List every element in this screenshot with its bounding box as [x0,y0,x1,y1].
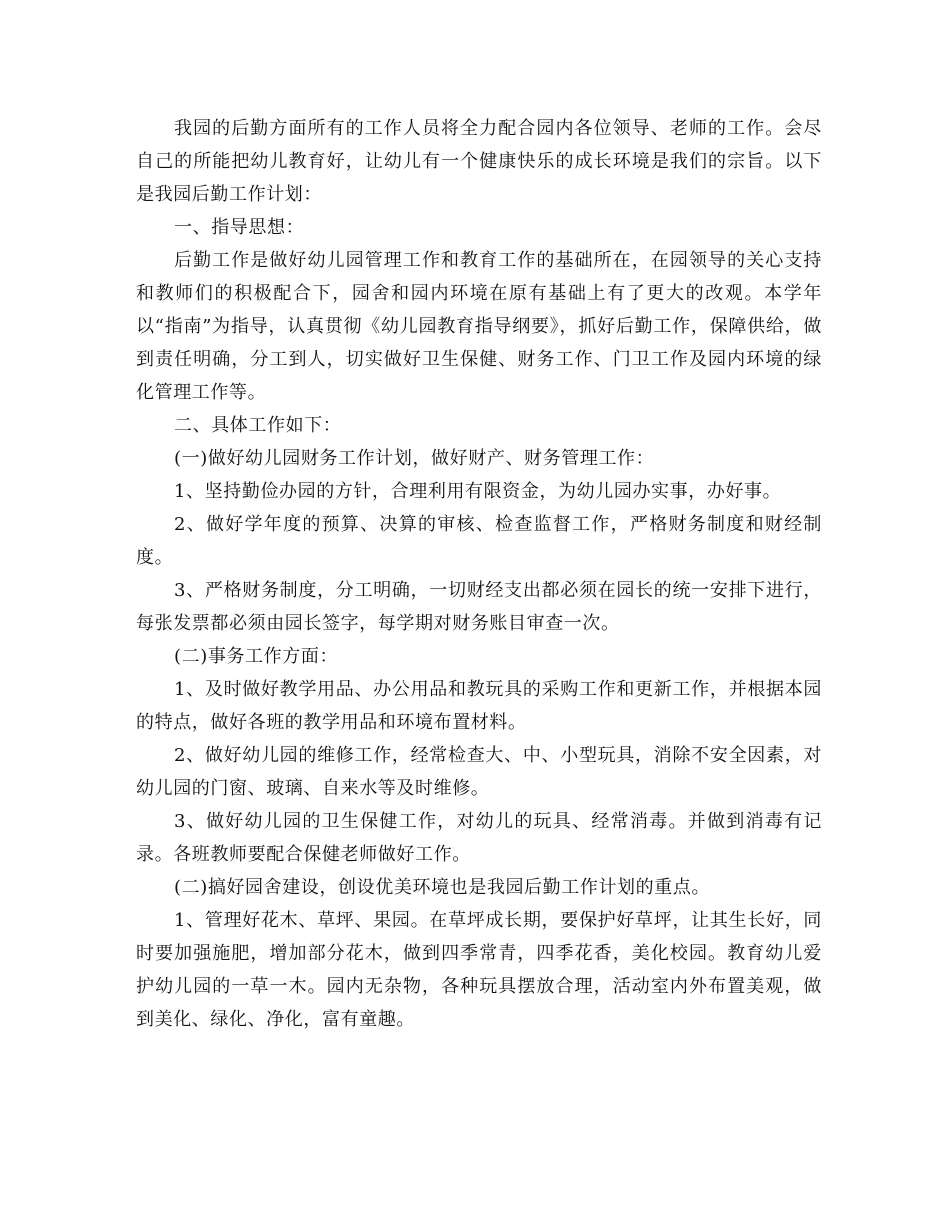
affairs-item-1: 1、及时做好教学用品、办公用品和教玩具的采购工作和更新工作，并根据本园的特点，做好各班的教学用品和环境布置材料。 [136,679,822,733]
finance-item-1: 1、坚持勤俭办园的方针，合理利用有限资金，为幼儿园办实事，办好事。 [174,481,782,502]
section-heading-specific-work: 二、具体工作如下： [174,415,342,436]
finance-item-2: 2、做好学年度的预算、决算的审核、检查监督工作，严格财务制度和财经制度。 [136,514,822,568]
subsection-heading-affairs: (二)事务工作方面： [174,646,339,667]
guiding-thought-paragraph: 后勤工作是做好幼儿园管理工作和教育工作的基础所在，在园领导的关心支持和教师们的积极配合下，园舍和园内环境在原有基础上有了更大的改观。本学年以“指南”为指导，认真贯彻《幼儿园教育指导纲要》，抓好后勤工作，保障供给，做到责任明确，分工到人，切实做好卫生保健、财务工作、门卫工作及园内环境的绿化管理工作等。 [136,250,822,403]
document-page [136,112,822,1036]
finance-item-3: 3、严格财务制度，分工明确，一切财经支出都必须在园长的统一安排下进行，每张发票都必须由园长签字，每学期对财务账目审查一次。 [136,580,822,634]
intro-paragraph: 我园的后勤方面所有的工作人员将全力配合园内各位领导、老师的工作。会尽自己的所能把幼儿教育好，让幼儿有一个健康快乐的成长环境是我们的宗旨。以下是我园后勤工作计划： [136,118,822,205]
section-heading-guiding-thought: 一、指导思想： [174,217,305,238]
subsection-heading-finance: (一)做好幼儿园财务工作计划，做好财产、财务管理工作： [174,448,655,469]
affairs-item-2: 2、做好幼儿园的维修工作，经常检查大、中、小型玩具，消除不安全因素，对幼儿园的门窗、玻璃、自来水等及时维修。 [136,745,822,799]
subsection-heading-campus: (二)搞好园舍建设，创设优美环境也是我园后勤工作计划的重点。 [174,877,711,898]
campus-item-1: 1、管理好花木、草坪、果园。在草坪成长期，要保护好草坪，让其生长好，同时要加强施肥，增加部分花木，做到四季常青，四季花香，美化校园。教育幼儿爱护幼儿园的一草一木。园内无杂物，各种玩具摆放合理，活动室内外布置美观，做到美化、绿化、净化，富有童趣。 [136,910,822,1030]
affairs-item-3: 3、做好幼儿园的卫生保健工作，对幼儿的玩具、经常消毒。并做到消毒有记录。各班教师要配合保健老师做好工作。 [136,811,822,865]
